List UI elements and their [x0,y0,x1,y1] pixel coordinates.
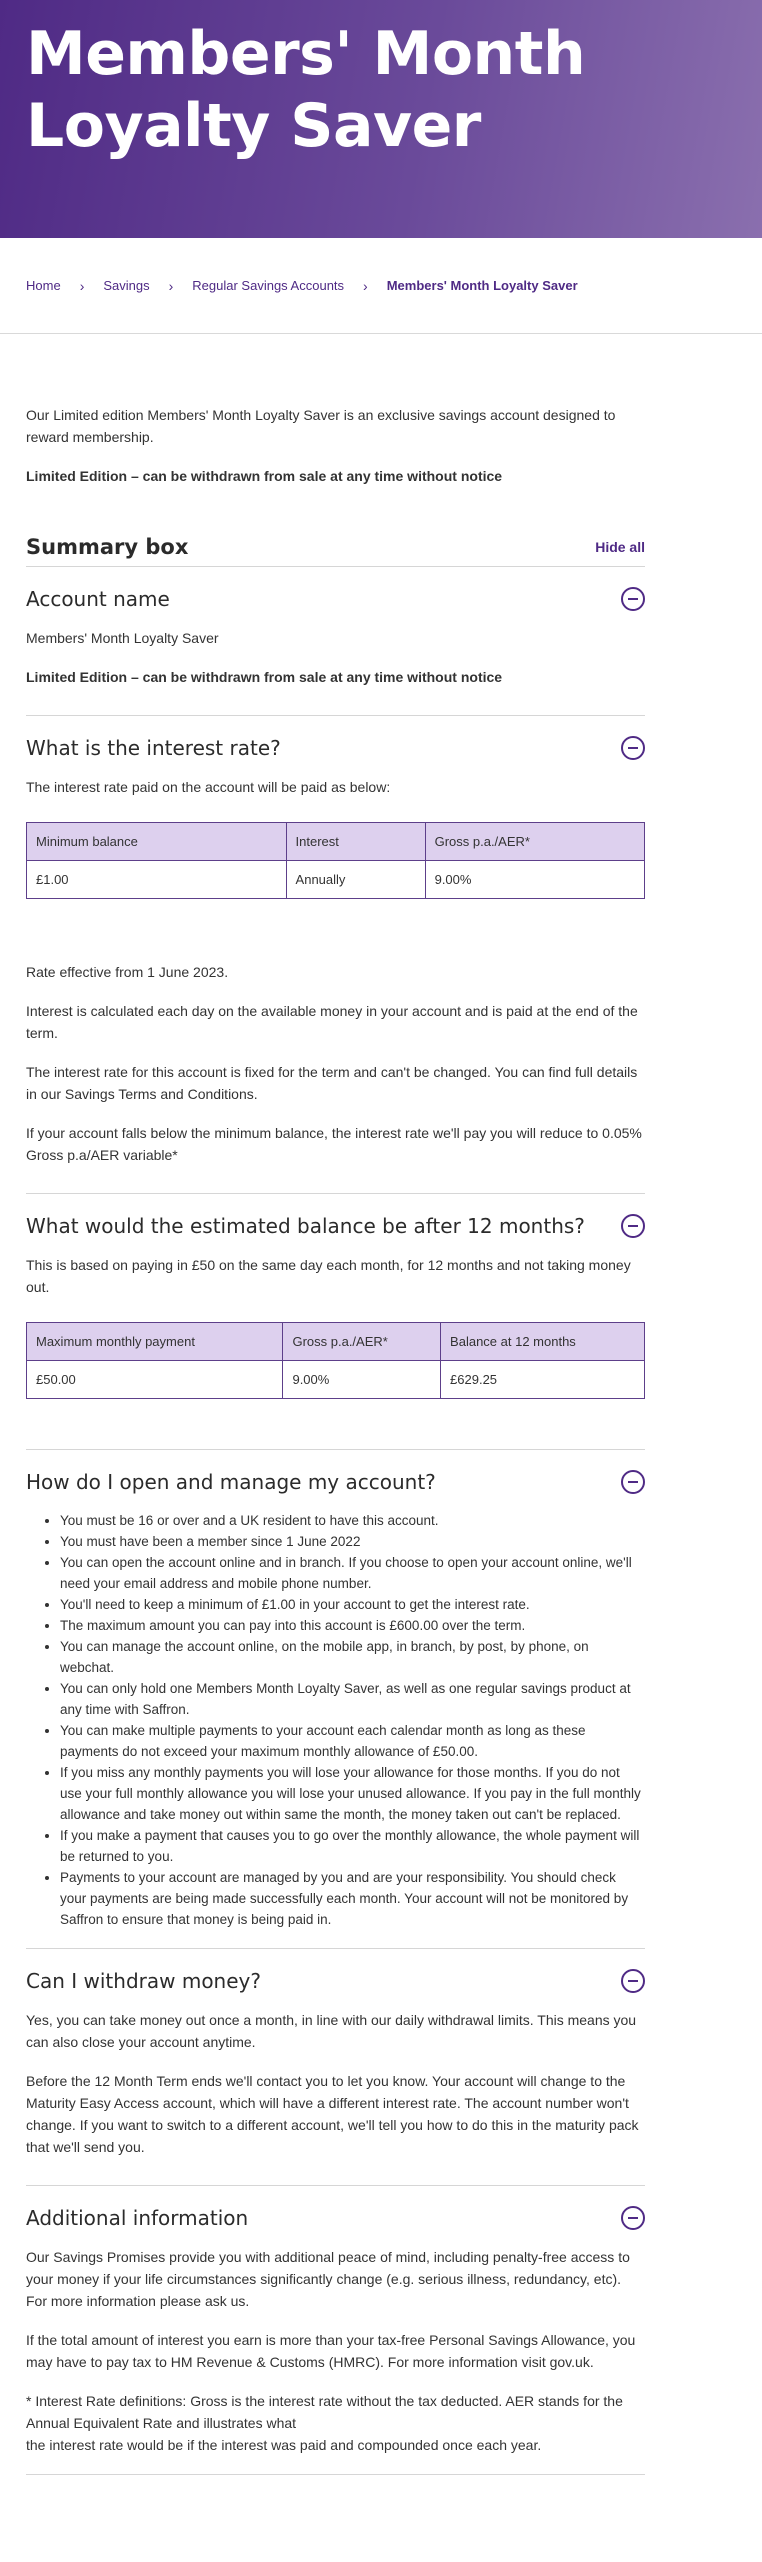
section-header[interactable] [26,567,645,627]
additional-definitions [26,2390,645,2456]
interest-effective: Rate effective from 1 June 2023. [26,964,229,980]
list-item: • You'll need to keep a minimum of £1.00 in your account to get the interest rate. [60,1594,645,1615]
collapse-minus-icon[interactable] [621,587,645,611]
table-header-row [27,1323,645,1361]
account-name-value: Members' Month Loyalty Saver [26,630,219,646]
section-account-name [26,567,645,716]
section-additional-info [26,2186,645,2475]
hide-all-button[interactable]: Hide all [595,538,645,555]
list-item: • The maximum amount you can pay into this account is £600.00 over the term. [60,1615,645,1636]
list-item: • You can open the account online and in branch. If you choose to open your account online, we'll need your email address and mobile phone number. [60,1552,645,1594]
section-open-manage [26,1450,645,1949]
list-item: • If you make a payment that causes you to go over the monthly allowance, the whole payment will be returned to you. [60,1825,645,1867]
manage-list [26,1510,645,1930]
list-item: • You must have been a member since 1 June 2022 [60,1531,645,1552]
withdraw-text: Yes, you can take money out once a month, in line with our daily withdrawal limits. This means you can also close your account anytime. [26,2012,637,2050]
interest-minimum: If your account falls below the minimum balance, the interest rate we'll pay you will reduce to 0.05% Gross p.a/AER variable* [26,1125,642,1163]
section-title: What is the interest rate? [26,736,281,760]
table-header: Balance at 12 months [441,1323,645,1361]
estimate-table [26,1322,645,1399]
section-header[interactable] [26,1949,645,2009]
collapse-minus-icon[interactable] [621,2206,645,2230]
list-item: • If you miss any monthly payments you will lose your allowance for those months. If you do not use your full monthly allowance you will lose your unused allowance. If you pay in the full monthly allowance and take money out within same the month, the money taken out can't be replaced. [60,1762,645,1825]
section-header[interactable] [26,1194,645,1254]
section-title: Can I withdraw money? [26,1969,261,1993]
summary-box-title: Summary box [26,534,189,559]
section-withdraw [26,1949,645,2186]
table-cell: Annually [286,861,425,899]
breadcrumb-regular-savings[interactable]: Regular Savings Accounts [192,278,345,293]
account-name-notice: Limited Edition – can be withdrawn from sale at any time without notice [26,669,503,685]
table-header-row [27,823,645,861]
breadcrumb [0,238,762,334]
table-cell: £629.25 [441,1361,645,1399]
interest-table [26,822,645,899]
summary-box-header [26,527,645,567]
interest-intro: The interest rate paid on the account will be paid as below: [26,779,391,795]
section-title: Account name [26,587,170,611]
main-content [0,334,762,2475]
breadcrumb-home[interactable]: Home [26,278,61,293]
collapse-minus-icon[interactable] [621,1214,645,1238]
section-title: What would the estimated balance be after 12 months? [26,1214,585,1238]
section-title: How do I open and manage my account? [26,1470,436,1494]
estimate-intro: This is based on paying in £50 on the same day each month, for 12 months and not taking money out. [26,1257,631,1295]
table-header: Maximum monthly payment [27,1323,283,1361]
table-row [27,861,645,899]
page-title: Members' Month Loyalty Saver [26,19,586,161]
section-estimated-balance [26,1194,645,1450]
withdraw-maturity: Before the 12 Month Term ends we'll contact you to let you know. Your account will change to the Maturity Easy Access account, which will have a different interest rate. The account number won't change. If you want to switch to a different account, we'll tell you how to do this in the maturity pack that we'll send you. [26,2073,639,2155]
interest-calculation: Interest is calculated each day on the available money in your account and is paid at the end of the term. [26,1003,638,1041]
definitions-part-2: the interest rate would be if the interest was paid and compounded once each year. [26,2437,542,2453]
chevron-right-icon: › [168,277,174,294]
section-header[interactable] [26,716,645,776]
intro-text: Our Limited edition Members' Month Loyalty Saver is an exclusive savings account designed to reward membership. [26,407,616,445]
chevron-right-icon: › [363,277,368,294]
table-header: Gross p.a./AER* [283,1323,441,1361]
table-cell: 9.00% [425,861,644,899]
breadcrumb-savings[interactable]: Savings [103,278,150,293]
interest-fixed: The interest rate for this account is fixed for the term and can't be changed. You can find full details in our Savings Terms and Conditions. [26,1064,638,1102]
list-item: • You can make multiple payments to your account each calendar month as long as these payments do not exceed your maximum monthly allowance of £50.00. [60,1720,645,1762]
hero-banner [0,0,762,238]
list-item: • You can only hold one Members Month Loyalty Saver, as well as one regular savings product at any time with Saffron. [60,1678,645,1720]
definitions-part-1: * Interest Rate definitions: Gross is the interest rate without the tax deducted. AER stands for the Annual Equivalent Rate and illustrates what [26,2393,623,2431]
collapse-minus-icon[interactable] [621,1969,645,1993]
section-header[interactable] [26,1450,645,1510]
table-cell: £1.00 [27,861,287,899]
table-cell: £50.00 [27,1361,283,1399]
intro-notice: Limited Edition – can be withdrawn from sale at any time without notice [26,468,503,484]
breadcrumb-current: Members' Month Loyalty Saver [386,278,578,293]
list-item: • Payments to your account are managed by you and are your responsibility. You should check your payments are being made successfully each month. Your account will not be monitored by Saffron to ensure that money is being paid in. [60,1867,645,1930]
additional-tax: If the total amount of interest you earn is more than your tax-free Personal Savings Allowance, you may have to pay tax to HM Revenue & Customs (HMRC). For more information visit gov.uk. [26,2332,636,2370]
intro [26,334,645,487]
list-item: • You must be 16 or over and a UK resident to have this account. [60,1510,645,1531]
collapse-minus-icon[interactable] [621,736,645,760]
chevron-right-icon: › [79,277,85,294]
section-header[interactable] [26,2186,645,2246]
section-interest-rate [26,716,645,1194]
table-header: Gross p.a./AER* [425,823,644,861]
collapse-minus-icon[interactable] [621,1470,645,1494]
additional-promises: Our Savings Promises provide you with additional peace of mind, including penalty-free access to your money if your life circumstances significantly change (e.g. serious illness, redundancy, etc). For more information please ask us. [26,2249,630,2309]
section-title: Additional information [26,2206,249,2230]
table-header: Interest [286,823,425,861]
table-row [27,1361,645,1399]
table-header: Minimum balance [27,823,287,861]
table-cell: 9.00% [283,1361,441,1399]
list-item: • You can manage the account online, on the mobile app, in branch, by post, by phone, on webchat. [60,1636,645,1678]
